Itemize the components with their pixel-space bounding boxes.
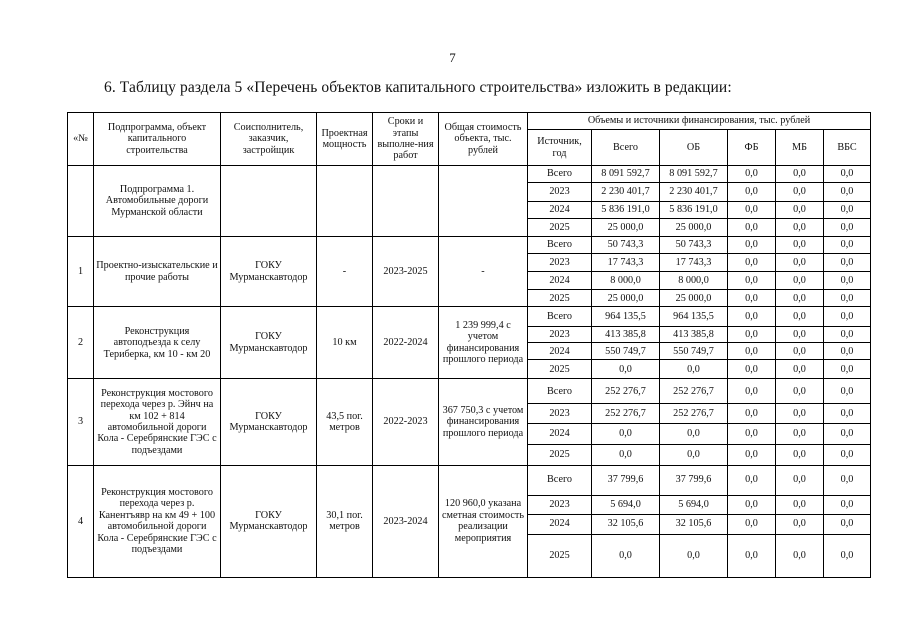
cell-executor: ГОКУ Мурманскавтодор xyxy=(221,465,317,577)
cell-fb: 0,0 xyxy=(728,343,776,360)
cell-year: 2023 xyxy=(528,404,592,424)
table-row xyxy=(68,465,871,495)
cell-total: 964 135,5 xyxy=(592,307,660,327)
cell-mb: 0,0 xyxy=(776,495,824,514)
cell-mb: 0,0 xyxy=(776,254,824,272)
header-funding: Объемы и источники финансирования, тыс. рублей xyxy=(528,113,871,130)
cell-capacity: 10 км xyxy=(317,307,373,379)
cell-fb: 0,0 xyxy=(728,404,776,424)
cell-ob: 37 799,6 xyxy=(660,465,728,495)
cell-fb: 0,0 xyxy=(728,327,776,343)
cell-fb: 0,0 xyxy=(728,444,776,465)
cell-executor: ГОКУ Мурманскавтодор xyxy=(221,379,317,465)
cell-capacity: 30,1 пог. метров xyxy=(317,465,373,577)
cell-mb: 0,0 xyxy=(776,290,824,307)
cell-ob: 2 230 401,7 xyxy=(660,183,728,202)
table-row xyxy=(68,307,871,327)
cell-total: 2 230 401,7 xyxy=(592,183,660,202)
cell-mb: 0,0 xyxy=(776,465,824,495)
cell-mb: 0,0 xyxy=(776,237,824,254)
cell-total: 8 091 592,7 xyxy=(592,166,660,183)
cell-mb: 0,0 xyxy=(776,272,824,290)
cell-fb: 0,0 xyxy=(728,495,776,514)
cell-year: 2024 xyxy=(528,202,592,219)
cell-no: 2 xyxy=(68,307,94,379)
cell-year: 2024 xyxy=(528,272,592,290)
cell-ob: 413 385,8 xyxy=(660,327,728,343)
cell-vbs: 0,0 xyxy=(824,202,871,219)
cell-fb: 0,0 xyxy=(728,166,776,183)
cell-no: 4 xyxy=(68,465,94,577)
cell-vbs: 0,0 xyxy=(824,307,871,327)
cell-fb: 0,0 xyxy=(728,237,776,254)
cell-vbs: 0,0 xyxy=(824,343,871,360)
cell-year: 2024 xyxy=(528,424,592,444)
cell-year: 2025 xyxy=(528,444,592,465)
cell-no: 1 xyxy=(68,237,94,307)
cell-fb: 0,0 xyxy=(728,272,776,290)
cell-fb: 0,0 xyxy=(728,360,776,379)
cell-vbs: 0,0 xyxy=(824,424,871,444)
cell-ob: 32 105,6 xyxy=(660,514,728,534)
cell-vbs: 0,0 xyxy=(824,272,871,290)
cell-vbs: 0,0 xyxy=(824,534,871,577)
cell-total: 5 694,0 xyxy=(592,495,660,514)
cell-terms: 2022-2023 xyxy=(373,379,439,465)
table-row xyxy=(68,379,871,404)
cell-year: 2023 xyxy=(528,254,592,272)
cell-ob: 25 000,0 xyxy=(660,219,728,237)
cell-fb: 0,0 xyxy=(728,465,776,495)
header-vbs: ВБС xyxy=(824,130,871,166)
cell-total: 0,0 xyxy=(592,360,660,379)
cell-vbs: 0,0 xyxy=(824,514,871,534)
cell-mb: 0,0 xyxy=(776,514,824,534)
cell-ob: 5 836 191,0 xyxy=(660,202,728,219)
cell-total: 32 105,6 xyxy=(592,514,660,534)
cell-no xyxy=(68,166,94,237)
cell-vbs: 0,0 xyxy=(824,404,871,424)
cell-ob: 17 743,3 xyxy=(660,254,728,272)
cell-fb: 0,0 xyxy=(728,379,776,404)
cell-mb: 0,0 xyxy=(776,534,824,577)
cell-vbs: 0,0 xyxy=(824,237,871,254)
cell-total: 413 385,8 xyxy=(592,327,660,343)
cell-terms: 2022-2024 xyxy=(373,307,439,379)
cell-fb: 0,0 xyxy=(728,514,776,534)
cell-ob: 8 000,0 xyxy=(660,272,728,290)
header-no: «№ xyxy=(68,113,94,166)
cell-terms: 2023-2025 xyxy=(373,237,439,307)
cell-vbs: 0,0 xyxy=(824,465,871,495)
cell-mb: 0,0 xyxy=(776,219,824,237)
cell-capacity: - xyxy=(317,237,373,307)
cell-year: 2024 xyxy=(528,514,592,534)
header-fb: ФБ xyxy=(728,130,776,166)
cell-mb: 0,0 xyxy=(776,166,824,183)
cell-total: 25 000,0 xyxy=(592,290,660,307)
cell-terms xyxy=(373,166,439,237)
cell-executor: ГОКУ Мурманскавтодор xyxy=(221,237,317,307)
cell-year: 2023 xyxy=(528,183,592,202)
cell-fb: 0,0 xyxy=(728,219,776,237)
cell-vbs: 0,0 xyxy=(824,360,871,379)
cell-total: 37 799,6 xyxy=(592,465,660,495)
header-cost: Общая стоимость объекта, тыс. рублей xyxy=(439,113,528,166)
cell-total: 0,0 xyxy=(592,534,660,577)
cell-mb: 0,0 xyxy=(776,202,824,219)
cell-object: Реконструкция мостового перехода через р. Эйнч на км 102 + 814 автомобильной дороги Кола - Серебрянские ГЭС с подъездами xyxy=(94,379,221,465)
header-terms: Сроки и этапы выполне-ния работ xyxy=(373,113,439,166)
cell-capacity: 43,5 пог. метров xyxy=(317,379,373,465)
cell-cost: 1 239 999,4 с учетом финансирования прошлого периода xyxy=(439,307,528,379)
cell-ob: 0,0 xyxy=(660,360,728,379)
table-row xyxy=(68,166,871,183)
cell-vbs: 0,0 xyxy=(824,290,871,307)
cell-total: 252 276,7 xyxy=(592,379,660,404)
cell-cost: - xyxy=(439,237,528,307)
cell-ob: 50 743,3 xyxy=(660,237,728,254)
cell-total: 0,0 xyxy=(592,444,660,465)
cell-mb: 0,0 xyxy=(776,307,824,327)
cell-year: Всего xyxy=(528,166,592,183)
header-mb: МБ xyxy=(776,130,824,166)
header-object: Подпрограмма, объект капитального строительства xyxy=(94,113,221,166)
cell-ob: 550 749,7 xyxy=(660,343,728,360)
cell-ob: 0,0 xyxy=(660,424,728,444)
cell-vbs: 0,0 xyxy=(824,254,871,272)
cell-year: 2025 xyxy=(528,219,592,237)
cell-mb: 0,0 xyxy=(776,379,824,404)
cell-vbs: 0,0 xyxy=(824,379,871,404)
header-total: Всего xyxy=(592,130,660,166)
cell-vbs: 0,0 xyxy=(824,444,871,465)
cell-total: 0,0 xyxy=(592,424,660,444)
cell-total: 50 743,3 xyxy=(592,237,660,254)
table-row xyxy=(68,237,871,254)
cell-year: 2025 xyxy=(528,534,592,577)
cell-ob: 252 276,7 xyxy=(660,404,728,424)
cell-vbs: 0,0 xyxy=(824,166,871,183)
cell-executor xyxy=(221,166,317,237)
cell-year: 2025 xyxy=(528,290,592,307)
cell-mb: 0,0 xyxy=(776,343,824,360)
cell-vbs: 0,0 xyxy=(824,183,871,202)
cell-total: 550 749,7 xyxy=(592,343,660,360)
cell-year: Всего xyxy=(528,237,592,254)
cell-vbs: 0,0 xyxy=(824,327,871,343)
table-body xyxy=(68,166,871,578)
cell-cost: 367 750,3 с учетом финансирования прошлого периода xyxy=(439,379,528,465)
cell-total: 25 000,0 xyxy=(592,219,660,237)
cell-mb: 0,0 xyxy=(776,444,824,465)
cell-cost xyxy=(439,166,528,237)
cell-ob: 0,0 xyxy=(660,534,728,577)
header-ob: ОБ xyxy=(660,130,728,166)
cell-mb: 0,0 xyxy=(776,183,824,202)
cell-ob: 0,0 xyxy=(660,444,728,465)
cell-ob: 252 276,7 xyxy=(660,379,728,404)
cell-object: Реконструкция автоподъезда к селу Териберка, км 10 - км 20 xyxy=(94,307,221,379)
cell-mb: 0,0 xyxy=(776,327,824,343)
cell-ob: 964 135,5 xyxy=(660,307,728,327)
cell-object: Проектно-изыскательские и прочие работы xyxy=(94,237,221,307)
cell-no: 3 xyxy=(68,379,94,465)
cell-year: 2025 xyxy=(528,360,592,379)
cell-fb: 0,0 xyxy=(728,202,776,219)
cell-mb: 0,0 xyxy=(776,360,824,379)
cell-fb: 0,0 xyxy=(728,424,776,444)
cell-total: 17 743,3 xyxy=(592,254,660,272)
cell-total: 5 836 191,0 xyxy=(592,202,660,219)
cell-vbs: 0,0 xyxy=(824,495,871,514)
header-source: Источник, год xyxy=(528,130,592,166)
cell-executor: ГОКУ Мурманскавтодор xyxy=(221,307,317,379)
cell-year: Всего xyxy=(528,379,592,404)
cell-capacity xyxy=(317,166,373,237)
cell-total: 8 000,0 xyxy=(592,272,660,290)
cell-year: 2023 xyxy=(528,495,592,514)
cell-ob: 5 694,0 xyxy=(660,495,728,514)
cell-cost: 120 960,0 указана сметная стоимость реализации мероприятия xyxy=(439,465,528,577)
header-capacity: Проектная мощность xyxy=(317,113,373,166)
cell-terms: 2023-2024 xyxy=(373,465,439,577)
cell-year: 2023 xyxy=(528,327,592,343)
cell-fb: 0,0 xyxy=(728,290,776,307)
cell-fb: 0,0 xyxy=(728,307,776,327)
cell-vbs: 0,0 xyxy=(824,219,871,237)
cell-year: Всего xyxy=(528,465,592,495)
cell-year: 2024 xyxy=(528,343,592,360)
cell-object: Подпрограмма 1. Автомобильные дороги Мурманской области xyxy=(94,166,221,237)
cell-fb: 0,0 xyxy=(728,183,776,202)
cell-mb: 0,0 xyxy=(776,404,824,424)
capital-construction-table xyxy=(67,112,871,578)
cell-ob: 8 091 592,7 xyxy=(660,166,728,183)
cell-year: Всего xyxy=(528,307,592,327)
cell-fb: 0,0 xyxy=(728,534,776,577)
cell-total: 252 276,7 xyxy=(592,404,660,424)
section-heading: 6. Таблицу раздела 5 «Перечень объектов капитального строительства» изложить в редакции: xyxy=(104,79,732,96)
page-number: 7 xyxy=(449,50,456,65)
header-executor: Соисполнитель, заказчик, застройщик xyxy=(221,113,317,166)
cell-ob: 25 000,0 xyxy=(660,290,728,307)
cell-fb: 0,0 xyxy=(728,254,776,272)
cell-mb: 0,0 xyxy=(776,424,824,444)
cell-object: Реконструкция мостового перехода через р. Канентъявр на км 49 + 100 автомобильной дороги Кола - Серебрянские ГЭС с подъездами xyxy=(94,465,221,577)
